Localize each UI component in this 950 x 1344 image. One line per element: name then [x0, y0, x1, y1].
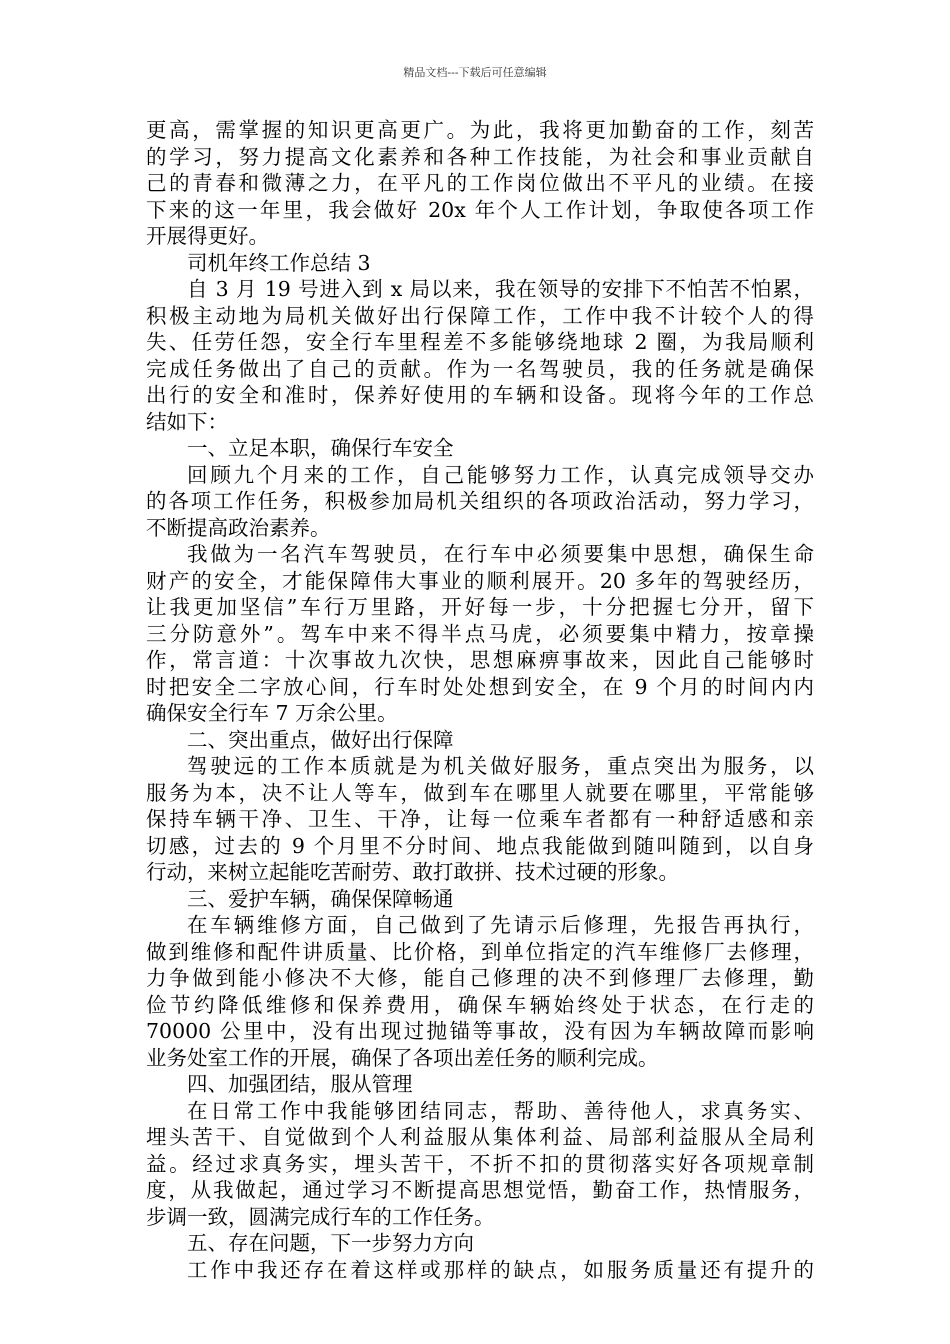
text-line: 四、加强团结，服从管理	[187, 1072, 413, 1096]
text-line: 服务为本，决不让人等车，做到车在哪里人就要在哪里，平常能够	[146, 780, 814, 805]
text-line: 更高，需掌握的知识更高更广。为此，我将更加勤奋的工作，刻苦	[146, 118, 814, 142]
text-line: 驾驶远的工作本质就是为机关做好服务，重点突出为服务，以	[187, 754, 814, 778]
text-line: 工作中我还存在着这样或那样的缺点，如服务质量还有提升的	[187, 1257, 814, 1282]
page-header: 精品文档---下载后可任意编辑	[403, 66, 547, 79]
text-line: 益。经过求真务实，埋头苦干，不折不扣的贯彻落实好各项规章制	[146, 1151, 814, 1176]
text-line: 下来的这一年里，我会做好 20x 年个人工作计划，争取使各项工作	[146, 197, 814, 222]
text-line: 时把安全二字放心间，行车时处处想到安全，在 9 个月的时间内内	[146, 674, 814, 699]
text-line: 二、突出重点，做好出行保障	[187, 727, 454, 752]
text-line: 司机年终工作总结 3	[187, 250, 371, 275]
text-line: 一、立足本职，确保行车安全	[187, 436, 454, 460]
text-line: 出行的安全和准时，保养好使用的车辆和设备。现将今年的工作总	[146, 383, 814, 407]
text-line: 不断提高政治素养。	[146, 515, 331, 540]
text-line: 70000 公里中，没有出现过抛锚等事故，没有因为车辆故障而影响	[146, 1019, 814, 1043]
text-line: 回顾九个月来的工作，自己能够努力工作，认真完成领导交办	[187, 462, 814, 487]
text-line: 的学习，努力提高文化素养和各种工作技能，为社会和事业贡献自	[146, 144, 814, 169]
text-line: 保持车辆干净、卫生、干净，让每一位乘车者都有一种舒适感和亲	[146, 807, 814, 831]
text-line: 俭节约降低维修和保养费用，确保车辆始终处于状态，在行走的	[146, 992, 814, 1017]
text-line: 自 3 月 19 号进入到 x 局以来，我在领导的安排下不怕苦不怕累，	[187, 277, 814, 301]
text-line: 结如下：	[146, 409, 228, 434]
text-line: 做到维修和配件讲质量、比价格，到单位指定的汽车维修厂去修理，	[146, 939, 814, 964]
text-line: 的各项工作任务，积极参加局机关组织的各项政治活动，努力学习，	[146, 489, 814, 513]
text-line: 三分防意外”。驾车中来不得半点马虎，必须要集中精力，按章操	[146, 621, 814, 646]
text-line: 三、爱护车辆，确保保障畅通	[187, 886, 454, 911]
text-line: 步调一致，圆满完成行车的工作任务。	[146, 1204, 495, 1229]
text-line: 埋头苦干、自觉做到个人利益服从集体利益、局部利益服从全局利	[146, 1125, 814, 1149]
text-line: 让我更加坚信”车行万里路，开好每一步，十分把握七分开，留下	[146, 595, 814, 619]
text-line: 失、任劳任怨，安全行车里程差不多能够绕地球 2 圈，为我局顺利	[146, 330, 814, 354]
text-line: 在车辆维修方面，自己做到了先请示后修理，先报告再执行，	[187, 913, 814, 937]
text-line: 行动，来树立起能吃苦耐劳、敢打敢拼、技术过硬的形象。	[146, 860, 679, 884]
text-line: 积极主动地为局机关做好出行保障工作，工作中我不计较个人的得	[146, 303, 814, 328]
text-line: 作，常言道：十次事故九次快，思想麻痹事故来，因此自己能够时	[146, 648, 814, 672]
text-line: 切感，过去的 9 个月里不分时间、地点我能做到随叫随到，以自身	[146, 833, 814, 858]
text-line: 财产的安全，才能保障伟大事业的顺利展开。20 多年的驾驶经历，	[146, 568, 814, 593]
text-line: 五、存在问题，下一步努力方向	[187, 1231, 474, 1255]
text-line: 度，从我做起，通过学习不断提高思想觉悟，勤奋工作，热情服务，	[146, 1178, 814, 1202]
text-line: 己的青春和微薄之力，在平凡的工作岗位做出不平凡的业绩。在接	[146, 171, 814, 195]
text-line: 业务处室工作的开展，确保了各项出差任务的顺利完成。	[146, 1045, 659, 1070]
text-line: 确保安全行车 7 万余公里。	[146, 701, 398, 725]
text-line: 力争做到能小修决不大修，能自己修理的决不到修理厂去修理，勤	[146, 966, 814, 990]
document-body	[146, 117, 814, 1283]
text-line: 完成任务做出了自己的贡献。作为一名驾驶员，我的任务就是确保	[146, 356, 814, 381]
text-line: 在日常工作中我能够团结同志，帮助、善待他人，求真务实、	[187, 1098, 814, 1123]
text-line: 开展得更好。	[146, 224, 269, 248]
text-line: 我做为一名汽车驾驶员，在行车中必须要集中思想，确保生命	[187, 542, 814, 566]
